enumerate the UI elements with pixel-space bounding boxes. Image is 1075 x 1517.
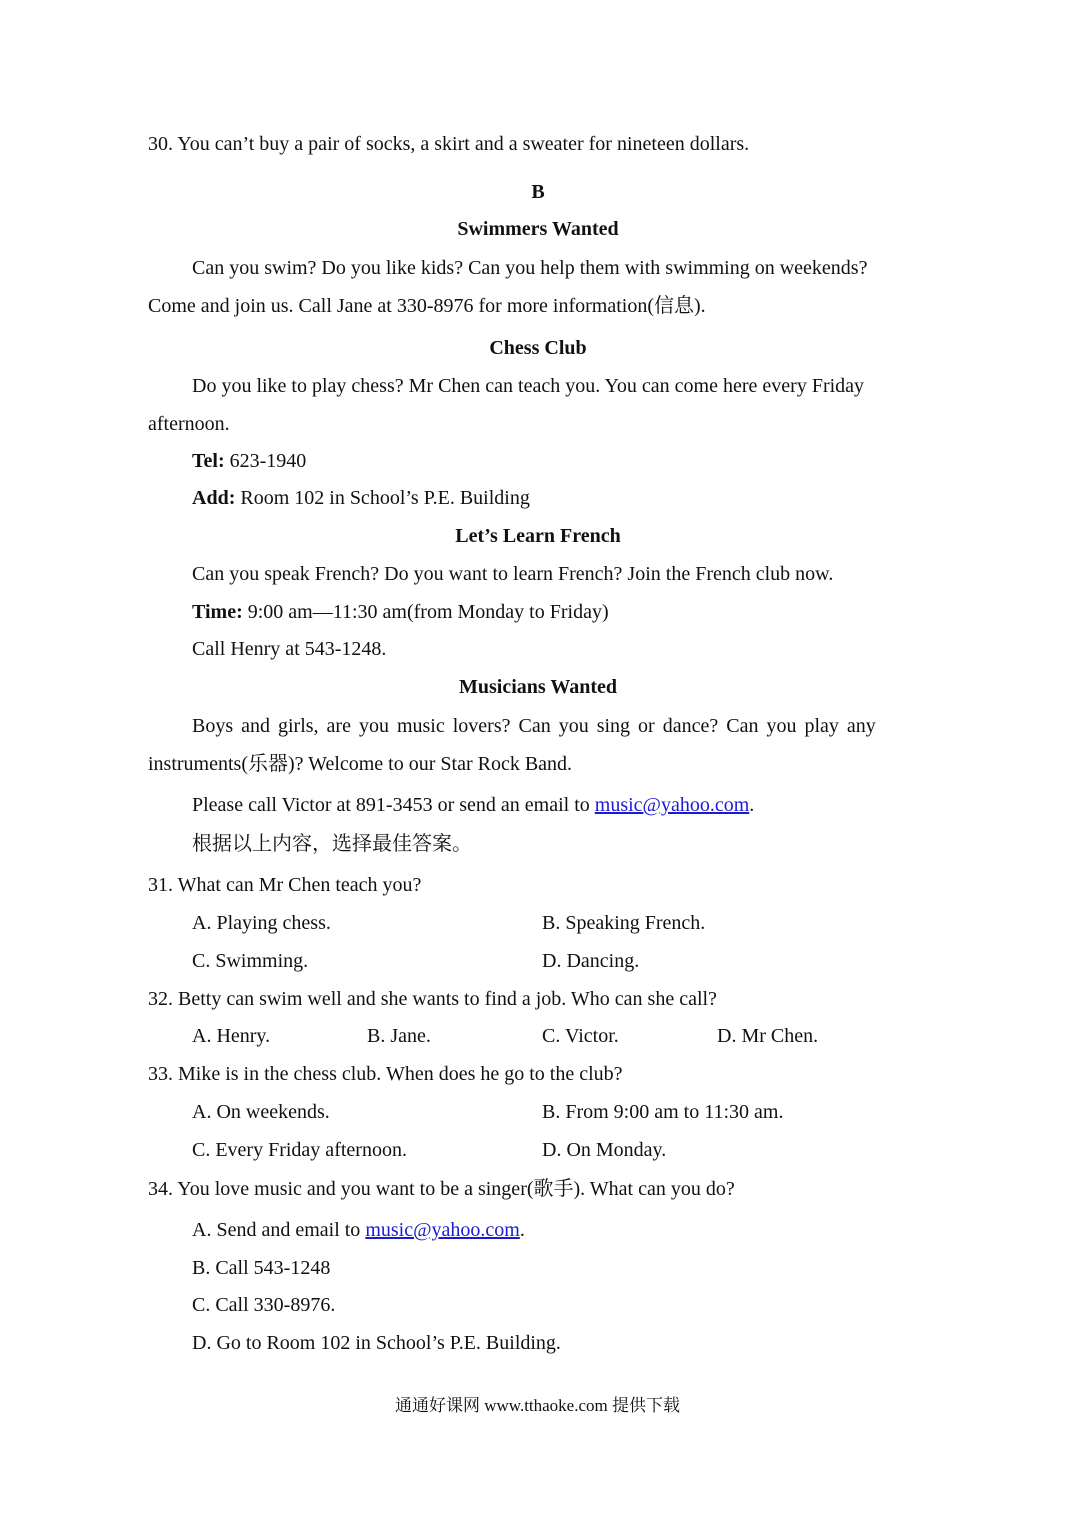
time-value: 9:00 am—11:30 am(from Monday to Friday) — [242, 601, 609, 623]
q33-options-row2 — [192, 1138, 928, 1162]
q32-option-b: B. Jane. — [367, 1025, 431, 1047]
ad-chess-tel — [192, 449, 306, 473]
ad-musicians-line2: instruments(乐器)? Welcome to our Star Rock Band. — [148, 753, 573, 775]
q33-option-b: B. From 9:00 am to 11:30 am. — [542, 1101, 784, 1123]
ad-chess-title: Chess Club — [489, 337, 587, 359]
q31-option-d: D. Dancing. — [542, 950, 640, 972]
ad-swimmers-line2: Come and join us. Call Jane at 330-8976 for more information(信息). — [148, 295, 706, 317]
q32-option-d: D. Mr Chen. — [717, 1025, 819, 1047]
address-value: Room 102 in School’s P.E. Building — [235, 487, 530, 509]
ad-swimmers-title: Swimmers Wanted — [457, 218, 619, 240]
period: . — [749, 794, 755, 816]
q31-option-c: C. Swimming. — [192, 950, 309, 972]
q34-period: . — [519, 1219, 525, 1241]
ad-french-time — [192, 600, 609, 624]
q33-options-row1 — [192, 1100, 928, 1124]
q31-option-a: A. Playing chess. — [192, 912, 331, 934]
q34-option-b: B. Call 543-1248 — [192, 1257, 331, 1279]
ad-musicians-line3 — [192, 793, 754, 817]
ad-chess-line2: afternoon. — [148, 413, 230, 435]
time-label: Time: — [192, 601, 243, 623]
q31-options-row2 — [192, 949, 928, 973]
ad-french-line1: Can you speak French? Do you want to learn French? Join the French club now. — [192, 563, 834, 585]
q34-option-a-text: A. Send and email to — [192, 1219, 366, 1241]
ad-french-call: Call Henry at 543-1248. — [192, 638, 387, 660]
ad-musicians-line1-text: Boys and girls, are you music lovers? Can you sing or dance? Can you play any — [192, 715, 876, 737]
ad-musicians-line3-text: Please call Victor at 891-3453 or send an email to — [192, 794, 595, 816]
ad-swimmers-line1: Can you swim? Do you like kids? Can you help them with swimming on weekends? — [192, 257, 868, 279]
tel-label: Tel: — [192, 450, 225, 472]
q34-option-a — [192, 1218, 525, 1242]
tel-value: 623-1940 — [224, 450, 307, 472]
q32-option-a: A. Henry. — [192, 1025, 271, 1047]
question-32: 32. Betty can swim well and she wants to find a job. Who can she call? — [148, 988, 717, 1010]
instruction: 根据以上内容，选择最佳答案。 — [192, 833, 472, 855]
q31-options-row1 — [192, 911, 928, 935]
q33-option-c: C. Every Friday afternoon. — [192, 1139, 407, 1161]
q33-option-a: A. On weekends. — [192, 1101, 330, 1123]
question-33: 33. Mike is in the chess club. When does he go to the club? — [148, 1063, 623, 1085]
q31-option-b: B. Speaking French. — [542, 912, 706, 934]
q34-option-d: D. Go to Room 102 in School’s P.E. Building. — [192, 1332, 561, 1354]
q34-option-c: C. Call 330-8976. — [192, 1294, 336, 1316]
section-label: B — [531, 181, 545, 203]
address-label: Add: — [192, 487, 236, 509]
question-30: 30. You can’t buy a pair of socks, a skirt and a sweater for nineteen dollars. — [148, 133, 750, 155]
ad-french-title: Let’s Learn French — [455, 525, 621, 547]
email-link[interactable]: music@yahoo.com — [594, 794, 750, 816]
question-34: 34. You love music and you want to be a singer(歌手). What can you do? — [148, 1178, 735, 1200]
q32-options — [192, 1024, 928, 1048]
ad-chess-line1: Do you like to play chess? Mr Chen can teach you. You can come here every Friday — [192, 375, 865, 397]
q32-option-c: C. Victor. — [542, 1025, 619, 1047]
ad-chess-address — [192, 486, 530, 510]
q33-option-d: D. On Monday. — [542, 1139, 667, 1161]
question-31: 31. What can Mr Chen teach you? — [148, 874, 422, 896]
ad-musicians-line1 — [192, 714, 928, 738]
page-footer: 通通好课网 www.tthaoke.com 提供下载 — [394, 1396, 681, 1415]
q34-email-link[interactable]: music@yahoo.com — [365, 1219, 520, 1241]
ad-musicians-title: Musicians Wanted — [459, 676, 617, 698]
